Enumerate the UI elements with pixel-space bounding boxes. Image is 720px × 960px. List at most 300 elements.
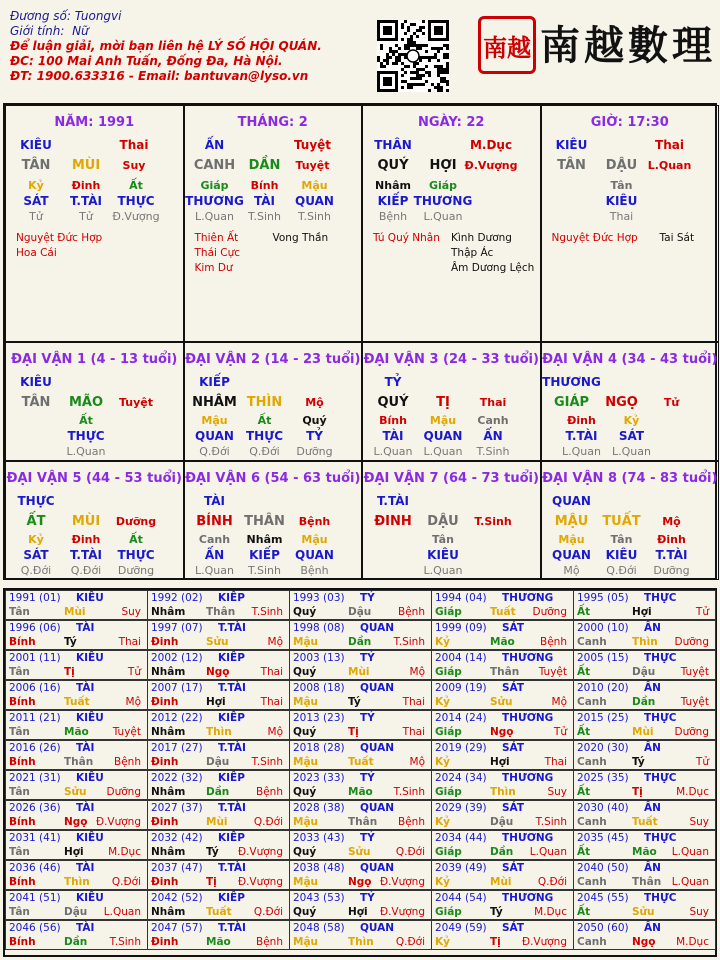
year-thap-than: QUAN (360, 682, 395, 694)
year-truong-sinh: Tử (127, 666, 141, 678)
dai-van-1 (5, 342, 184, 461)
year-can: Nhâm (151, 906, 186, 918)
pillar-thap-than: KIÊU (555, 138, 588, 152)
hidden-truong-sinh: Q.Đới (70, 564, 102, 577)
hidden-truong-sinh: Dưỡng (653, 564, 690, 577)
year-can: Nhâm (151, 726, 186, 738)
year-thap-than: KIẾP (218, 832, 245, 844)
hidden-can: Ất (257, 414, 272, 427)
year-can: Đinh (151, 816, 179, 828)
year-chi: Dậu (632, 666, 656, 678)
year-truong-sinh: Mộ (551, 696, 567, 708)
year-chi: Tị (348, 726, 359, 738)
year-label: 2008 (18) (293, 682, 345, 694)
year-truong-sinh: Dưỡng (674, 636, 709, 648)
year-can: Quý (293, 666, 317, 678)
hidden-thap-than: QUAN (423, 429, 463, 443)
pillar-relation: Đ.Vượng (464, 159, 518, 172)
year-label: 2003 (13) (293, 652, 345, 664)
year-label: 1999 (09) (435, 622, 487, 634)
year-truong-sinh: Thai (402, 696, 425, 708)
year-thap-than: KIÊU (76, 712, 104, 724)
year-label: 2017 (27) (151, 742, 203, 754)
year-truong-sinh: Mộ (267, 726, 283, 738)
hidden-thap-than: ẤN (204, 548, 225, 562)
hidden-can: Canh (198, 533, 231, 546)
hidden-truong-sinh: Q.Đới (199, 445, 230, 458)
year-thap-than: QUAN (360, 922, 395, 934)
year-cell (289, 770, 432, 800)
year-truong-sinh: Tử (695, 606, 709, 618)
year-label: 2021 (31) (9, 772, 61, 784)
hidden-can: Giáp (200, 179, 229, 192)
year-truong-sinh: Dưỡng (532, 606, 567, 618)
hidden-thap-than: T.TÀI (70, 194, 102, 208)
hidden-truong-sinh: T.Sinh (476, 445, 510, 458)
hidden-thap-than: THỰC (67, 429, 105, 443)
year-truong-sinh: T.Sinh (109, 936, 141, 948)
year-chi: Tị (64, 666, 75, 678)
year-can: Bính (9, 636, 36, 648)
dai-van-thap-than: TÀI (203, 494, 225, 508)
hidden-truong-sinh: T.Sinh (248, 210, 281, 223)
pillar-chi: DẦN (248, 158, 281, 173)
year-can: Quý (293, 846, 317, 858)
pillar-can: CANH (193, 158, 236, 173)
year-label: 1996 (06) (9, 622, 61, 634)
year-chi: Tý (64, 636, 77, 648)
dai-van-thap-than: QUAN (552, 494, 591, 508)
year-thap-than: THƯƠNG (502, 592, 554, 604)
dai-van-can: NHÂM (192, 395, 237, 410)
hidden-thap-than: QUAN (195, 429, 234, 443)
year-label: 2033 (43) (293, 832, 345, 844)
year-thap-than: TỶ (360, 592, 375, 604)
pillar-title: NĂM: 1991 (54, 115, 135, 130)
year-can: Đinh (151, 936, 179, 948)
year-can: Bính (9, 696, 36, 708)
year-truong-sinh: Dưỡng (674, 726, 709, 738)
hidden-thap-than: THƯƠNG (413, 194, 473, 208)
hidden-can: Canh (477, 414, 509, 427)
year-label: 1992 (02) (151, 592, 203, 604)
year-truong-sinh: Tuyệt (112, 726, 141, 738)
year-can: Đinh (151, 756, 179, 768)
year-truong-sinh: Mộ (409, 666, 425, 678)
year-truong-sinh: Suy (689, 816, 709, 828)
year-thap-than: QUAN (360, 862, 395, 874)
year-label: 2036 (46) (9, 862, 61, 874)
hidden-truong-sinh: L.Quan (423, 445, 463, 458)
dai-van-6 (184, 461, 363, 580)
hidden-thap-than: SÁT (23, 548, 49, 562)
year-cell (573, 650, 716, 680)
year-chi: Mão (632, 846, 657, 858)
year-cell (5, 800, 148, 830)
year-chi: Thân (348, 816, 378, 828)
year-cell (289, 860, 432, 890)
year-label: 2040 (50) (577, 862, 629, 874)
hidden-truong-sinh: Q.Đới (20, 564, 52, 577)
dai-van-8 (541, 461, 720, 580)
dai-van-3 (362, 342, 541, 461)
hidden-thap-than: THƯƠNG (185, 194, 244, 208)
year-can: Giáp (435, 666, 462, 678)
hidden-truong-sinh: Dưỡng (296, 445, 333, 458)
year-cell (573, 830, 716, 860)
hidden-truong-sinh: Dưỡng (117, 564, 155, 577)
pillar-truong-sinh-top: Tuyệt (293, 138, 332, 152)
chart-grid (3, 103, 717, 580)
hidden-thap-than: QUAN (552, 548, 591, 562)
year-cell (5, 920, 148, 950)
year-thap-than: THỰC (644, 892, 677, 904)
qr-code-icon (377, 20, 449, 92)
year-thap-than: KIÊU (76, 772, 104, 784)
star-label: Thập Ác (451, 247, 494, 259)
year-cell (573, 920, 716, 950)
hidden-truong-sinh: Q.Đới (606, 564, 637, 577)
dai-van-4 (541, 342, 720, 461)
star-label: Thái Cực (194, 247, 241, 259)
year-chi: Mùi (64, 606, 86, 618)
year-truong-sinh: Đ.Vượng (379, 876, 425, 888)
year-label: 2006 (16) (9, 682, 61, 694)
year-can: Quý (293, 786, 317, 798)
year-label: 1998 (08) (293, 622, 345, 634)
year-label: 2025 (35) (577, 772, 629, 784)
year-label: 2046 (56) (9, 922, 61, 934)
year-cell (573, 890, 716, 920)
year-thap-than: ẤN (644, 622, 661, 634)
year-cell (573, 680, 716, 710)
year-chi: Thìn (64, 876, 90, 888)
year-label: 2049 (59) (435, 922, 487, 934)
year-label: 2011 (21) (9, 712, 61, 724)
year-can: Nhâm (151, 606, 186, 618)
year-chi: Tuất (206, 906, 232, 918)
year-label: 1995 (05) (577, 592, 629, 604)
year-thap-than: SÁT (502, 922, 525, 934)
year-truong-sinh: Tuyệt (680, 666, 709, 678)
year-thap-than: QUAN (360, 742, 395, 754)
pillar-truong-sinh-top: M.Dục (469, 138, 513, 152)
hidden-thap-than: QUAN (295, 548, 334, 562)
year-thap-than: QUAN (360, 622, 395, 634)
year-thap-than: TÀI (76, 682, 95, 694)
dai-van-chi: TỊ (436, 395, 450, 410)
year-can: Mậu (293, 756, 319, 768)
pillar-thap-than: THÂN (374, 138, 412, 152)
year-cell (431, 680, 574, 710)
year-thap-than: SÁT (502, 742, 525, 754)
hidden-truong-sinh: L.Quan (373, 445, 413, 458)
year-thap-than: SÁT (502, 862, 525, 874)
year-can: Canh (577, 876, 607, 888)
hidden-truong-sinh: L.Quan (423, 210, 463, 223)
year-thap-than: T.TÀI (218, 682, 246, 694)
year-truong-sinh: Tuyệt (680, 696, 709, 708)
dai-van-7 (362, 461, 541, 580)
year-can: Đinh (151, 696, 179, 708)
year-cell (573, 770, 716, 800)
year-label: 2042 (52) (151, 892, 203, 904)
dai-van-relation: Mộ (305, 396, 324, 409)
dai-van-thap-than: THỰC (17, 494, 55, 508)
year-cell (147, 770, 290, 800)
year-thap-than: TÀI (76, 802, 95, 814)
year-can: Quý (293, 906, 317, 918)
year-thap-than: KIÊU (76, 892, 104, 904)
year-cell (431, 800, 574, 830)
year-chi: Dậu (348, 606, 372, 618)
year-truong-sinh: M.Dục (676, 786, 709, 798)
hidden-thap-than: TỶ (306, 429, 323, 443)
year-cell (289, 830, 432, 860)
year-chi: Mùi (490, 876, 512, 888)
hidden-can: Mậu (301, 179, 328, 192)
year-truong-sinh: Mộ (125, 696, 141, 708)
year-chi: Hợi (64, 846, 84, 858)
dai-van-title: ĐẠI VẬN 3 (24 - 33 tuổi) (363, 352, 539, 367)
year-thap-than: T.TÀI (218, 622, 246, 634)
star-label: Tú Quý Nhân (373, 232, 440, 244)
star-label: Nguyệt Đức Hợp (551, 232, 638, 244)
dai-van-chi: TUẤT (602, 514, 641, 529)
year-label: 2034 (44) (435, 832, 487, 844)
hidden-can: Giáp (428, 179, 458, 192)
contact-line: Để luận giải, mời bạn liên hệ LÝ SỐ HỘI QUÁN. (10, 39, 322, 53)
year-chi: Tuất (348, 756, 374, 768)
dai-van-can: GIÁP (553, 395, 590, 410)
hidden-thap-than: THỰC (117, 194, 155, 208)
year-chi: Mùi (348, 666, 370, 678)
year-cell (431, 710, 574, 740)
star-label: Kim Dư (194, 262, 233, 274)
year-cell (573, 860, 716, 890)
year-can: Giáp (435, 906, 462, 918)
year-thap-than: ẤN (644, 862, 661, 874)
dai-van-relation: Bệnh (298, 515, 331, 528)
hidden-can: Đinh (71, 179, 101, 192)
year-truong-sinh: Thai (118, 636, 141, 648)
year-can: Nhâm (151, 786, 186, 798)
year-thap-than: KIÊU (76, 592, 104, 604)
year-label: 2022 (32) (151, 772, 203, 784)
hidden-can: Ất (79, 414, 93, 427)
address-line: ĐC: 100 Mai Anh Tuấn, Đống Đa, Hà Nội. (10, 54, 283, 68)
year-thap-than: THƯƠNG (502, 832, 554, 844)
year-label: 2015 (25) (577, 712, 629, 724)
year-cell (5, 830, 148, 860)
hidden-thap-than: T.TÀI (70, 548, 102, 562)
year-can: Kỷ (435, 636, 450, 648)
year-label: 2001 (11) (9, 652, 61, 664)
year-cell (5, 890, 148, 920)
hidden-can: Kỷ (28, 533, 44, 546)
year-cell (289, 650, 432, 680)
hidden-thap-than: THỰC (245, 429, 284, 443)
year-cell (289, 590, 432, 620)
year-can: Kỷ (435, 756, 450, 768)
hidden-truong-sinh: Tử (79, 210, 93, 223)
year-truong-sinh: T.Sinh (535, 816, 567, 828)
year-truong-sinh: L.Quan (671, 846, 709, 858)
year-can: Canh (577, 756, 607, 768)
year-truong-sinh: T.Sinh (251, 756, 283, 768)
year-chi: Sửu (632, 906, 655, 918)
year-can: Nhâm (151, 666, 186, 678)
year-cell (147, 890, 290, 920)
year-thap-than: T.TÀI (218, 922, 246, 934)
year-can: Mậu (293, 936, 319, 948)
year-truong-sinh: M.Dục (108, 846, 141, 858)
year-chi: Thìn (348, 936, 374, 948)
year-can: Canh (577, 816, 607, 828)
year-chi: Ngọ (490, 726, 514, 738)
pillar-day (362, 105, 541, 342)
year-truong-sinh: Bệnh (398, 606, 425, 618)
year-chi: Tị (490, 936, 501, 948)
year-truong-sinh: Suy (121, 606, 141, 618)
year-chi: Hợi (490, 756, 510, 768)
hidden-thap-than: KIÊU (427, 548, 459, 562)
year-cell (573, 710, 716, 740)
name-line: Đương số: Tuongvi (10, 9, 122, 23)
year-label: 2041 (51) (9, 892, 61, 904)
year-cell (147, 920, 290, 950)
year-cell (431, 830, 574, 860)
year-label: 2024 (34) (435, 772, 487, 784)
year-label: 2037 (47) (151, 862, 203, 874)
year-cell (431, 770, 574, 800)
hidden-thap-than: SÁT (23, 194, 49, 208)
year-chi: Thìn (490, 786, 516, 798)
pillar-title: NGÀY: 22 (418, 115, 485, 130)
year-chi: Sửu (206, 636, 229, 648)
year-chi: Mùi (206, 816, 228, 828)
dai-van-5 (5, 461, 184, 580)
year-label: 2000 (10) (577, 622, 629, 634)
pillar-relation: L.Quan (647, 159, 692, 172)
year-truong-sinh: T.Sinh (251, 606, 283, 618)
year-thap-than: ẤN (644, 742, 661, 754)
dai-van-thap-than: KIÊU (20, 375, 52, 389)
pillar-month (184, 105, 363, 342)
year-truong-sinh: Mộ (409, 756, 425, 768)
year-label: 2026 (36) (9, 802, 61, 814)
hidden-truong-sinh: L.Quan (195, 564, 234, 577)
year-truong-sinh: Thai (544, 756, 567, 768)
year-cell (147, 680, 290, 710)
hidden-truong-sinh: T.Sinh (248, 564, 281, 577)
year-label: 2009 (19) (435, 682, 487, 694)
dai-van-title: ĐẠI VẬN 7 (64 - 73 tuổi) (363, 471, 539, 486)
year-cell (289, 920, 432, 950)
year-truong-sinh: Tử (695, 756, 709, 768)
seal-stamp: 南越 (478, 16, 536, 74)
year-chi: Mão (490, 636, 515, 648)
year-can: Bính (9, 876, 36, 888)
star-label: Âm Dương Lệch (451, 262, 535, 274)
hidden-truong-sinh: L.Quan (562, 445, 601, 458)
dai-van-chi: DẬU (427, 514, 459, 529)
year-can: Nhâm (151, 846, 186, 858)
hidden-can: Mậu (201, 414, 228, 427)
dai-van-relation: Thai (479, 396, 507, 409)
year-thap-than: SÁT (502, 622, 525, 634)
year-label: 2048 (58) (293, 922, 345, 934)
year-thap-than: TỶ (360, 712, 375, 724)
year-cell (431, 620, 574, 650)
year-truong-sinh: Q.Đới (395, 936, 425, 948)
year-thap-than: T.TÀI (218, 742, 246, 754)
year-label: 2035 (45) (577, 832, 629, 844)
hidden-thap-than: T.TÀI (565, 429, 598, 443)
year-truong-sinh: Đ.Vượng (237, 876, 283, 888)
year-label: 2039 (49) (435, 862, 487, 874)
year-thap-than: KIẾP (218, 592, 245, 604)
hidden-can: Đinh (657, 533, 686, 546)
dai-van-can: BÍNH (196, 514, 233, 529)
phone-email-line: ĐT: 1900.633316 - Email: bantuvan@lyso.vn (10, 69, 309, 83)
dai-van-can: ẤT (26, 514, 46, 529)
year-cell (431, 590, 574, 620)
hidden-thap-than: TÀI (382, 429, 404, 443)
year-chi: Thân (490, 666, 520, 678)
hidden-can: Bính (379, 414, 407, 427)
year-label: 1993 (03) (293, 592, 345, 604)
dai-van-can: QUÝ (377, 395, 409, 410)
year-label: 2027 (37) (151, 802, 203, 814)
pillar-truong-sinh-top: Thai (655, 138, 684, 152)
year-truong-sinh: Q.Đới (537, 876, 567, 888)
year-cell (573, 800, 716, 830)
year-label: 2044 (54) (435, 892, 487, 904)
year-thap-than: ẤN (644, 922, 661, 934)
hidden-can: Tân (432, 533, 454, 546)
year-thap-than: THỰC (644, 772, 677, 784)
hidden-truong-sinh: Tử (29, 210, 43, 223)
year-chi: Dậu (64, 906, 88, 918)
year-chi: Sửu (348, 846, 371, 858)
year-truong-sinh: Đ.Vượng (237, 846, 283, 858)
year-truong-sinh: L.Quan (529, 846, 567, 858)
year-cell (147, 590, 290, 620)
dai-van-chi: NGỌ (605, 395, 638, 410)
year-truong-sinh: Tử (553, 726, 567, 738)
year-thap-than: KIẾP (218, 652, 245, 664)
star-label: Hoa Cái (16, 247, 57, 259)
year-truong-sinh: M.Dục (676, 936, 709, 948)
year-truong-sinh: Q.Đới (253, 816, 283, 828)
star-label: Kình Dương (451, 232, 512, 244)
dai-van-thap-than: TỶ (384, 375, 402, 389)
year-label: 2013 (23) (293, 712, 345, 724)
year-thap-than: SÁT (502, 682, 525, 694)
year-can: Tân (9, 606, 30, 618)
year-label: 2005 (15) (577, 652, 629, 664)
year-can: Tân (9, 846, 30, 858)
hidden-can: Ất (129, 179, 143, 192)
year-chi: Thìn (632, 636, 658, 648)
hidden-thap-than: TÀI (253, 194, 275, 208)
year-can: Giáp (435, 606, 462, 618)
year-truong-sinh: Q.Đới (111, 876, 141, 888)
year-cell (431, 740, 574, 770)
year-cell (5, 860, 148, 890)
year-can: Mậu (293, 636, 319, 648)
